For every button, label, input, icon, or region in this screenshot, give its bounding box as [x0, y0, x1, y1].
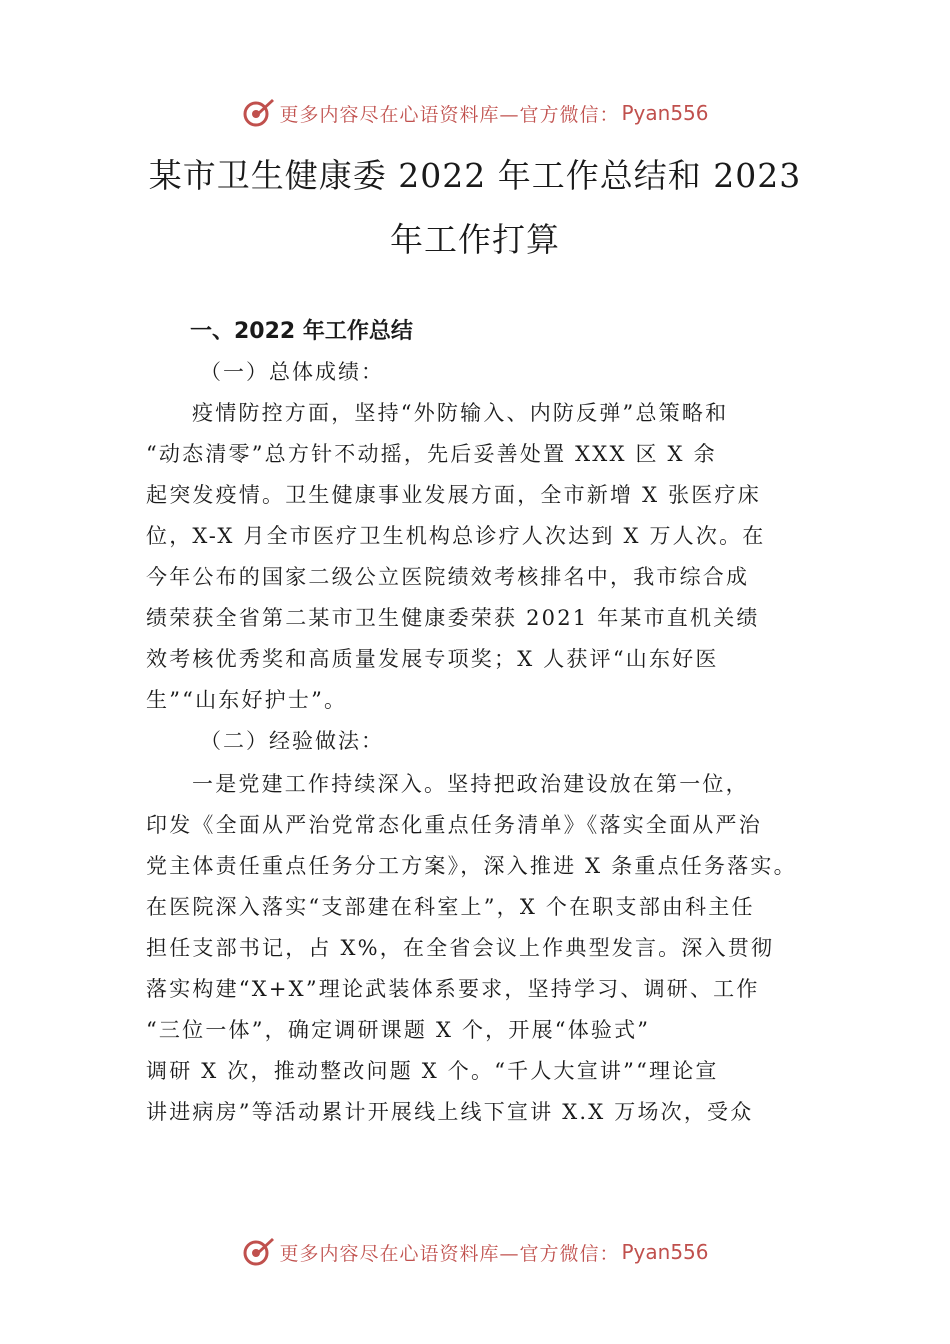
watermark-wechat-id: Pyan556	[621, 1240, 709, 1264]
paragraph-line: 起突发疫情。卫生健康事业发展方面，全市新增 X 张医疗床	[146, 483, 761, 507]
paragraph-line: 印发《全面从严治党常态化重点任务清单》《落实全面从严治	[146, 813, 762, 837]
paragraph-line: 生”“山东好护士”。	[146, 688, 348, 712]
watermark-text: 更多内容尽在心语资料库—官方微信：	[279, 103, 620, 126]
paragraph-line: 在医院深入落实“支部建在科室上”，X 个在职支部由科主任	[146, 895, 755, 919]
pen-logo-icon	[241, 96, 275, 130]
paragraph-line: “动态清零”总方针不动摇，先后妥善处置 XXX 区 X 余	[146, 442, 717, 466]
paragraph-line: 担任支部书记，占 X%，在全省会议上作典型发言。深入贯彻	[146, 936, 775, 960]
paragraph-line: “三位一体”，确定调研课题 X 个，开展“体验式”	[146, 1018, 651, 1042]
watermark-header	[0, 93, 950, 133]
paragraph-line: 疫情防控方面，坚持“外防输入、内防反弹”总策略和	[192, 401, 729, 425]
paragraph-line: 今年公布的国家二级公立医院绩效考核排名中，我市综合成	[146, 565, 750, 589]
document-title-line-2: 年工作打算	[390, 220, 560, 259]
watermark-wechat-id: Pyan556	[621, 101, 709, 125]
paragraph-line: 调研 X 次，推动整改问题 X 个。“千人大宣讲”“理论宣	[146, 1059, 719, 1083]
paragraph-line: 落实构建“X+X”理论武装体系要求，坚持学习、调研、工作	[146, 977, 760, 1001]
subsection-heading-2: （二）经验做法：	[200, 729, 384, 753]
paragraph-line: 效考核优秀奖和高质量发展专项奖；X 人获评“山东好医	[146, 647, 719, 671]
document-title-line-1: 某市卫生健康委 2022 年工作总结和 2023	[148, 156, 802, 195]
paragraph-line: 绩荣获全省第二某市卫生健康委荣获 2021 年某市直机关绩	[146, 606, 760, 630]
pen-logo-icon	[241, 1235, 275, 1269]
section-heading: 一、2022 年工作总结	[190, 319, 413, 344]
paragraph-line: 党主体责任重点任务分工方案》，深入推进 X 条重点任务落实。	[146, 854, 797, 878]
watermark-footer	[0, 1232, 950, 1272]
subsection-heading-1: （一）总体成绩：	[200, 360, 384, 384]
paragraph-line: 一是党建工作持续深入。坚持把政治建设放在第一位，	[192, 772, 749, 796]
paragraph-line: 位，X-X 月全市医疗卫生机构总诊疗人次达到 X 万人次。在	[146, 524, 766, 548]
paragraph-line: 讲进病房”等活动累计开展线上线下宣讲 X.X 万场次，受众	[146, 1100, 754, 1124]
watermark-text: 更多内容尽在心语资料库—官方微信：	[279, 1242, 620, 1265]
